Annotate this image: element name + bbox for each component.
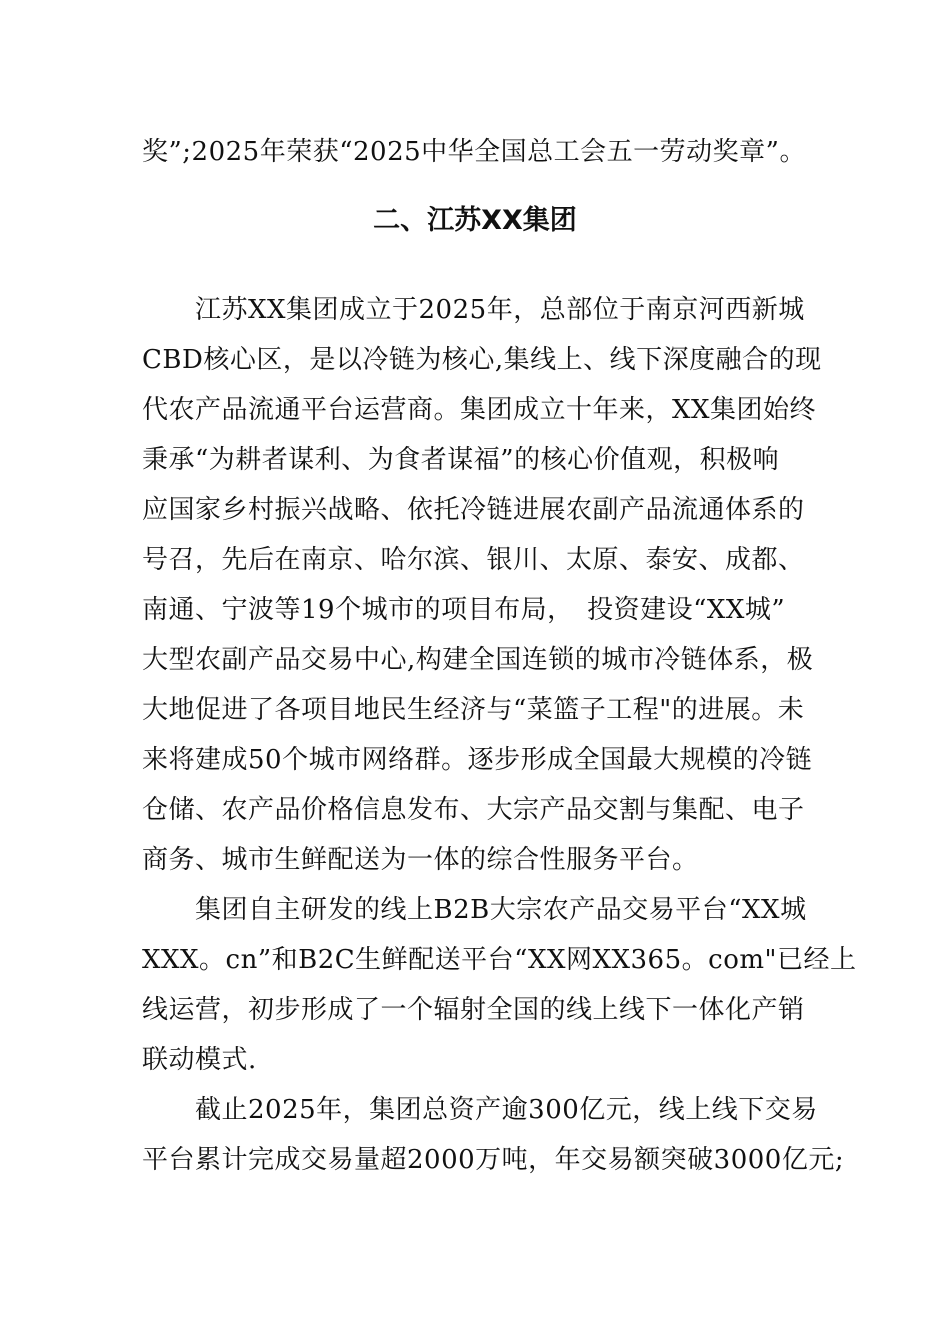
paragraph-line: 线运营，初步形成了一个辐射全国的线上线下一体化产销 [142, 995, 805, 1025]
paragraph-line: 截止2025年，集团总资产逾300亿元，线上线下交易 [142, 1095, 818, 1125]
paragraph-line: 来将建成50个城市网络群。逐步形成全国最大规模的冷链 [142, 745, 813, 775]
paragraph-line: 联动模式. [142, 1045, 257, 1075]
paragraph-line: 号召，先后在南京、哈尔滨、银川、太原、泰安、成都、 [142, 545, 805, 575]
paragraph-line: XXX。cn”和B2C生鲜配送平台“XX网XX365。com"已经上 [142, 945, 857, 975]
paragraph-line: 秉承“为耕者谋利、为食者谋福”的核心价值观，积极响 [142, 445, 780, 475]
paragraph-line: 江苏XX集团成立于2025年，总部位于南京河西新城 [142, 295, 805, 325]
paragraph-line: 南通、宁波等19个城市的项目布局， 投资建设“XX城” [142, 595, 786, 625]
paragraph-line: 仓储、农产品价格信息发布、大宗产品交割与集配、电子 [142, 795, 805, 825]
paragraph-line: CBD核心区，是以冷链为核心,集线上、线下深度融合的现 [142, 345, 822, 375]
paragraph-line: 代农产品流通平台运营商。集团成立十年来，XX集团始终 [142, 395, 817, 425]
intro-tail-line: 奖”;2025年荣获“2025中华全国总工会五一劳动奖章”。 [142, 137, 806, 167]
paragraph-line: 集团自主研发的线上B2B大宗农产品交易平台“XX城 [142, 895, 807, 925]
paragraph-line: 大型农副产品交易中心,构建全国连锁的城市冷链体系，极 [142, 645, 814, 675]
paragraph-line: 应国家乡村振兴战略、依托冷链进展农副产品流通体系的 [142, 495, 805, 525]
paragraph-line: 商务、城市生鲜配送为一体的综合性服务平台。 [142, 845, 699, 875]
paragraph-line: 平台累计完成交易量超2000万吨，年交易额突破3000亿元; [142, 1145, 845, 1175]
paragraph-line: 大地促进了各项目地民生经济与“菜篮子工程"的进展。未 [142, 695, 805, 725]
section-heading: 二、江苏XX集团 [373, 205, 577, 236]
